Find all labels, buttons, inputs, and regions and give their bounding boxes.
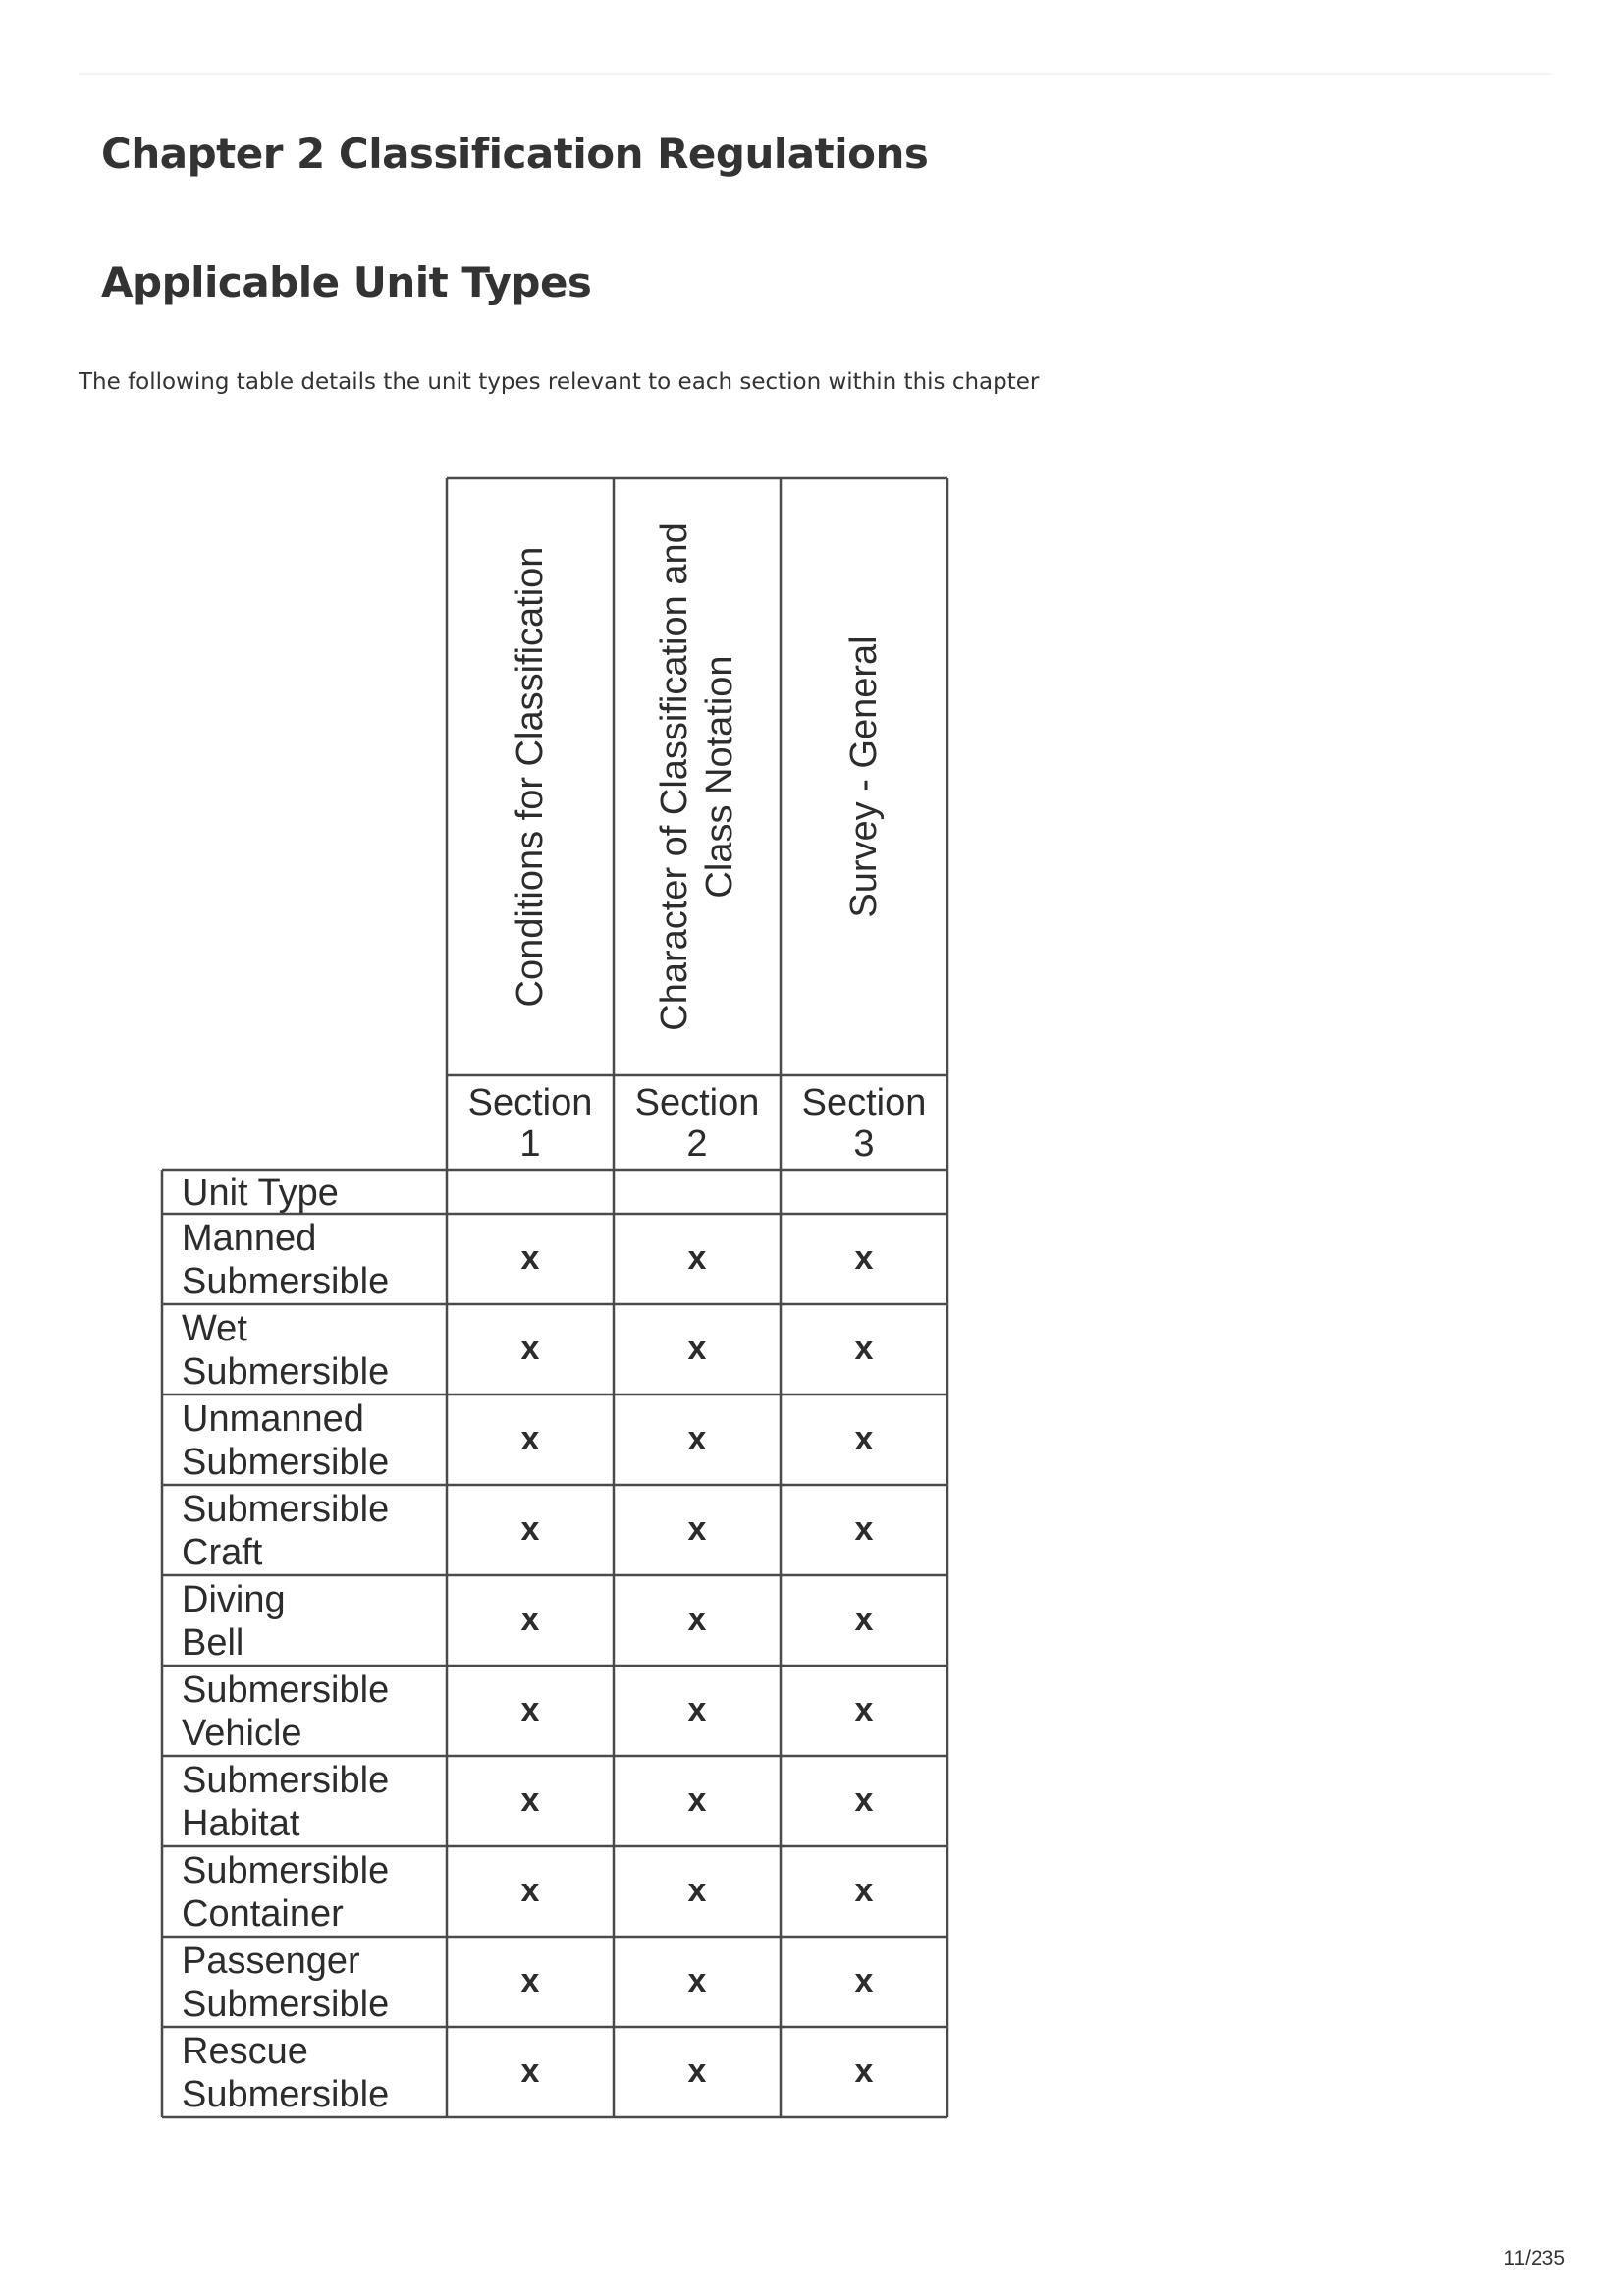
column-title-3: Survey - General — [843, 635, 885, 918]
applicability-mark-r3-c3: x — [854, 1420, 874, 1457]
row-header-unit-type: Unit Type — [182, 1173, 339, 1214]
applicability-mark-r2-c3: x — [854, 1330, 874, 1367]
unit-type-label-9-line-1: Passenger — [182, 1941, 360, 1982]
unit-type-label-5-line-1: Diving — [182, 1579, 286, 1620]
unit-type-label-3-line-1: Unmanned — [182, 1398, 364, 1440]
applicability-mark-r8-c1: x — [520, 1872, 540, 1909]
section-heading: Applicable Unit Types — [101, 258, 592, 306]
unit-type-label-1-line-2: Submersible — [182, 1261, 390, 1302]
applicability-mark-r5-c1: x — [520, 1601, 540, 1638]
applicability-mark-r3-c1: x — [520, 1420, 540, 1457]
unit-type-label-7-line-1: Submersible — [182, 1760, 390, 1801]
column-section-label-2-line-2: 2 — [686, 1123, 708, 1165]
applicability-mark-r4-c2: x — [687, 1510, 707, 1548]
unit-type-label-10-line-1: Rescue — [182, 2031, 308, 2072]
unit-type-label-9-line-2: Submersible — [182, 1984, 390, 2025]
unit-type-label-8-line-2: Container — [182, 1893, 344, 1935]
unit-type-label-5-line-2: Bell — [182, 1622, 244, 1664]
unit-type-label-1-line-1: Manned — [182, 1218, 317, 1259]
column-title-2-line-1: Character of Classification and — [654, 522, 695, 1031]
chapter-title: Chapter 2 Classification Regulations — [101, 130, 929, 178]
column-section-label-1-line-1: Section — [467, 1082, 593, 1123]
applicability-mark-r7-c1: x — [520, 1781, 540, 1819]
unit-type-label-2-line-2: Submersible — [182, 1351, 390, 1393]
applicability-mark-r9-c1: x — [520, 1962, 540, 1999]
applicability-mark-r6-c1: x — [520, 1691, 540, 1728]
unit-type-label-10-line-2: Submersible — [182, 2074, 390, 2115]
applicability-mark-r2-c2: x — [687, 1330, 707, 1367]
unit-type-label-7-line-2: Habitat — [182, 1803, 300, 1844]
unit-type-label-8-line-1: Submersible — [182, 1850, 390, 1891]
unit-type-label-4-line-2: Craft — [182, 1532, 263, 1573]
column-section-label-3-line-1: Section — [801, 1082, 927, 1123]
column-section-label-2-line-1: Section — [634, 1082, 760, 1123]
intro-text: The following table details the unit types relevant to each section within this chapter — [79, 369, 1040, 395]
unit-type-label-6-line-2: Vehicle — [182, 1713, 302, 1754]
unit-type-label-2-line-1: Wet — [182, 1308, 247, 1349]
applicability-mark-r6-c3: x — [854, 1691, 874, 1728]
applicability-mark-r5-c3: x — [854, 1601, 874, 1638]
unit-type-label-6-line-1: Submersible — [182, 1669, 390, 1711]
applicability-mark-r9-c2: x — [687, 1962, 707, 1999]
applicability-mark-r10-c1: x — [520, 2052, 540, 2090]
applicability-mark-r7-c3: x — [854, 1781, 874, 1819]
applicability-mark-r8-c2: x — [687, 1872, 707, 1909]
applicability-mark-r3-c2: x — [687, 1420, 707, 1457]
applicability-mark-r6-c2: x — [687, 1691, 707, 1728]
column-title-2-line-2: Class Notation — [699, 655, 740, 899]
unit-type-label-4-line-1: Submersible — [182, 1489, 390, 1530]
applicability-mark-r5-c2: x — [687, 1601, 707, 1638]
applicability-mark-r2-c1: x — [520, 1330, 540, 1367]
column-title-1: Conditions for Classification — [510, 546, 551, 1008]
unit-type-label-3-line-2: Submersible — [182, 1442, 390, 1483]
applicability-mark-r1-c1: x — [520, 1239, 540, 1277]
page-number: 11/235 — [1503, 2247, 1565, 2269]
applicability-mark-r4-c1: x — [520, 1510, 540, 1548]
applicability-mark-r1-c3: x — [854, 1239, 874, 1277]
applicability-mark-r10-c2: x — [687, 2052, 707, 2090]
column-section-label-1-line-2: 1 — [519, 1123, 541, 1165]
applicability-mark-r10-c3: x — [854, 2052, 874, 2090]
applicability-mark-r8-c3: x — [854, 1872, 874, 1909]
applicability-mark-r7-c2: x — [687, 1781, 707, 1819]
applicability-mark-r4-c3: x — [854, 1510, 874, 1548]
applicability-mark-r9-c3: x — [854, 1962, 874, 1999]
applicability-mark-r1-c2: x — [687, 1239, 707, 1277]
column-section-label-3-line-2: 3 — [853, 1123, 875, 1165]
